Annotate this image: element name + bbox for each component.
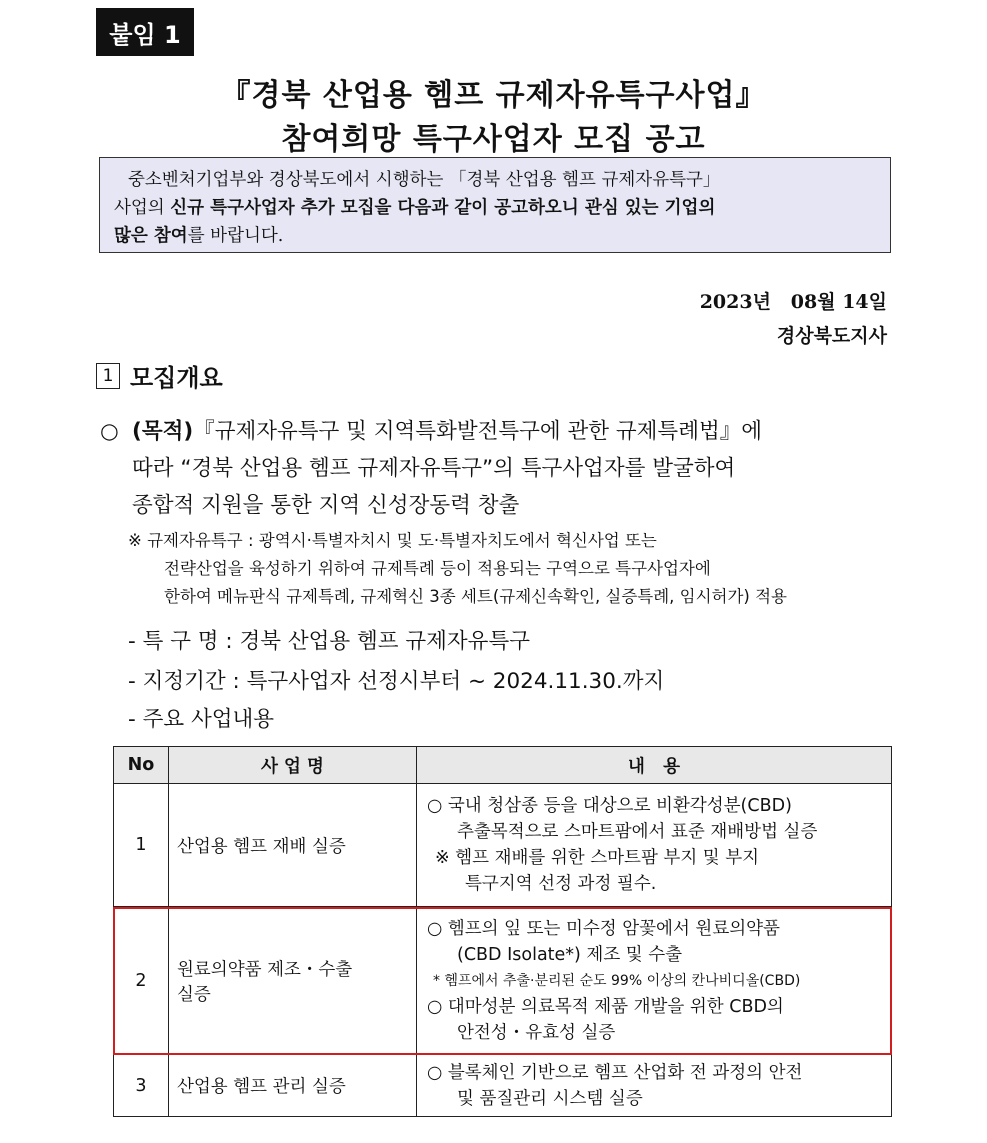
content-line: ※ 헴프 재배를 위한 스마트팜 부지 및 부지 [435,848,760,868]
row-content [417,784,892,907]
content-line: ○ 헴프의 잎 또는 미수정 암꽃에서 원료의약품 [427,918,780,939]
notice-line-2 [114,194,876,222]
content-line: 안전성・유효성 실증 [457,1022,616,1043]
purpose-line-1 [100,413,762,450]
notice-box [99,157,891,253]
announcement-date: 2023년 08월 14일 [699,291,887,313]
content-footnote: * 헴프에서 추출·분리된 순도 99% 이상의 칸나비디올(CBD) [433,972,801,989]
section-heading [96,358,223,393]
row-name [169,907,417,1055]
notice-line-3-a: 많은 참여 [114,226,188,246]
purpose-line-2: 따라 “경북 산업용 헴프 규제자유특구”의 특구사업자를 발굴하여 [132,456,736,481]
row-name-line-2: 실증 [177,984,211,1005]
row-name: 산업용 헴프 재배 실증 [169,784,417,907]
row-content [417,1055,892,1117]
attachment-badge: 붙임 1 [96,8,194,56]
title-line-2: 참여희망 특구사업자 모집 공고 [281,122,706,157]
section-title: 모집개요 [130,364,223,392]
row-no: 1 [114,784,169,907]
notice-line-3-b: 를 바랍니다. [187,226,284,246]
notice-line-3 [114,222,876,250]
row-no: 3 [114,1055,169,1117]
content-line: ○ 국내 청삼종 등을 대상으로 비환각성분(CBD) [427,796,792,816]
purpose-label: (목적) [132,419,194,444]
note-line-1: ※ 규제자유특구 : 광역시·특별자치시 및 도·특별자치도에서 혁신사업 또는 [128,531,657,550]
notice-line-2-b: 신규 특구사업자 추가 모집을 다음과 같이 공고하오니 관심 있는 기업의 [170,198,716,218]
purpose-line-3: 종합적 지원을 통한 지역 신성장동력 창출 [132,493,520,518]
row-content [417,907,892,1055]
issuer-name: 경상북도지사 [776,325,887,347]
notice-line-1: 중소벤처기업부와 경상북도에서 시행하는 「경북 산업용 헴프 규제자유특구」 [128,170,721,190]
title-line-1: 『경북 산업용 헴프 규제자유특구사업』 [220,78,767,113]
content-line: ○ 대마성분 의료목적 제품 개발을 위한 CBD의 [427,996,784,1017]
table-row [114,1055,892,1117]
header-name: 사 업 명 [169,747,417,784]
purpose-paragraph [100,413,762,524]
content-line: ○ 블록체인 기반으로 헴프 산업화 전 과정의 안전 [427,1062,803,1083]
definition-note [128,527,787,611]
section-number-box: 1 [96,363,120,389]
business-table [113,746,892,1117]
dash-item-business: - 주요 사업내용 [128,707,275,732]
note-line-3: 한하여 메뉴판식 규제특례, 규제혁신 3종 세트(규제신속확인, 실증특례, 임시허가) 적용 [164,587,787,606]
row-name: 산업용 헴프 관리 실증 [169,1055,417,1117]
content-line: 및 품질관리 시스템 실증 [457,1088,643,1109]
row-no: 2 [114,907,169,1055]
dash-item-zone-name: - 특 구 명 : 경북 산업용 헴프 규제자유특구 [128,629,530,654]
row-name-line-1: 원료의약품 제조・수출 [177,959,353,980]
content-line: 특구지역 선정 과정 필수. [465,874,657,894]
content-line: 추출목적으로 스마트팜에서 표준 재배방법 실증 [457,822,818,842]
table-row [114,907,892,1055]
circle-bullet: ○ [100,419,119,444]
dash-item-period: - 지정기간 : 특구사업자 선정시부터 ~ 2024.11.30.까지 [128,669,665,694]
table-header-row [114,747,892,784]
purpose-text-1: 『규제자유특구 및 지역특화발전특구에 관한 규제특례법』에 [193,419,762,444]
header-content: 내 용 [417,747,892,784]
notice-line-2-a: 사업의 [114,198,171,218]
note-line-2: 전략산업을 육성하기 위하여 규제특례 등이 적용되는 구역으로 특구사업자에 [164,559,711,578]
date-block [700,285,887,353]
table-row [114,784,892,907]
header-no: No [114,747,169,784]
content-line: (CBD Isolate*) 제조 및 수출 [457,944,683,965]
